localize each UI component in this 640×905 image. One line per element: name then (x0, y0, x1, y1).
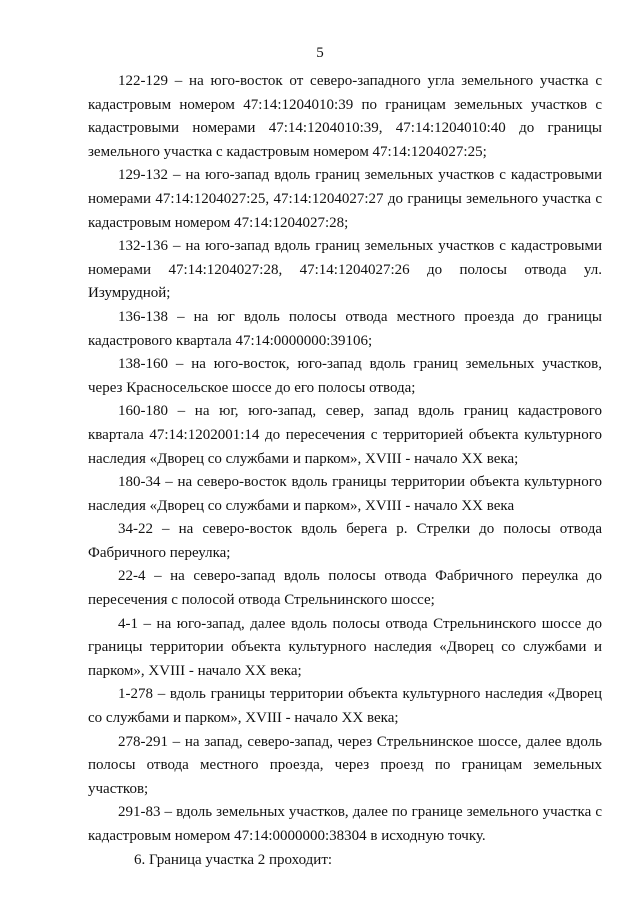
paragraph-34-22: 34-22 – на северо-восток вдоль берега р. Стрелки до полосы отвода Фабричного переулка; (88, 521, 602, 561)
document-body (88, 70, 602, 872)
paragraph-180-34: 180-34 – на северо-восток вдоль границы территории объекта культурного наследия «Дворец со службами и парком», XVIII - начало XX века (88, 474, 602, 514)
paragraph-138-160: 138-160 – на юго-восток, юго-запад вдоль границ земельных участков, через Красносельское шоссе до его полосы отвода; (88, 356, 602, 396)
paragraph-22-4: 22-4 – на северо-запад вдоль полосы отвода Фабричного переулка до пересечения с полосой отвода Стрельнинского шоссе; (88, 568, 602, 609)
paragraph-291-83: 291-83 – вдоль земельных участков, далее по границе земельного участка с кадастровым номером 47:14:0000000:38304 в исходную точку. (88, 804, 602, 844)
paragraph-122-129: 122-129 – на юго-восток от северо-западного угла земельного участка с кадастровым номером 47:14:1204010:39 по границам земельных участков с кадастровыми номерами 47:14:1204010:39, 47:14:1204010:40 до границы земельного участка с кадастровым номером 47:14:1204027:25; (88, 73, 602, 160)
paragraph-1-278: 1-278 – вдоль границы территории объекта культурного наследия «Дворец со службами и парком», XVIII - начало XX века; (88, 686, 602, 727)
section-item-6: 6. Граница участка 2 проходит: (134, 851, 333, 868)
paragraph-278-291: 278-291 – на запад, северо-запад, через Стрельнинское шоссе, далее вдоль полосы отвода местного проезда, через проезд по границам земельных участков; (88, 733, 602, 797)
paragraph-132-136: 132-136 – на юго-запад вдоль границ земельных участков с кадастровыми номерами 47:14:1204027:28, 47:14:1204027:26 до полосы отвода ул. Изумрудной; (88, 238, 602, 302)
paragraph-4-1: 4-1 – на юго-запад, далее вдоль полосы отвода Стрельнинского шоссе до границы территории объекта культурного наследия «Дворец со службами и парком», XVIII - начало XX века; (88, 615, 602, 679)
paragraph-136-138: 136-138 – на юг вдоль полосы отвода местного проезда до границы кадастрового квартала 47:14:0000000:39106; (88, 308, 602, 349)
paragraph-129-132: 129-132 – на юго-запад вдоль границ земельных участков с кадастровыми номерами 47:14:1204027:25, 47:14:1204027:27 до границы земельного участка с кадастровым номером 47:14:1204027:28; (88, 167, 602, 231)
paragraph-160-180: 160-180 – на юг, юго-запад, север, запад вдоль границ кадастрового квартала 47:14:1202001:14 до пересечения с территорией объекта культурного наследия «Дворец со службами и парком», XVIII - начало XX века; (88, 403, 602, 467)
page-number: 5 (316, 45, 324, 61)
